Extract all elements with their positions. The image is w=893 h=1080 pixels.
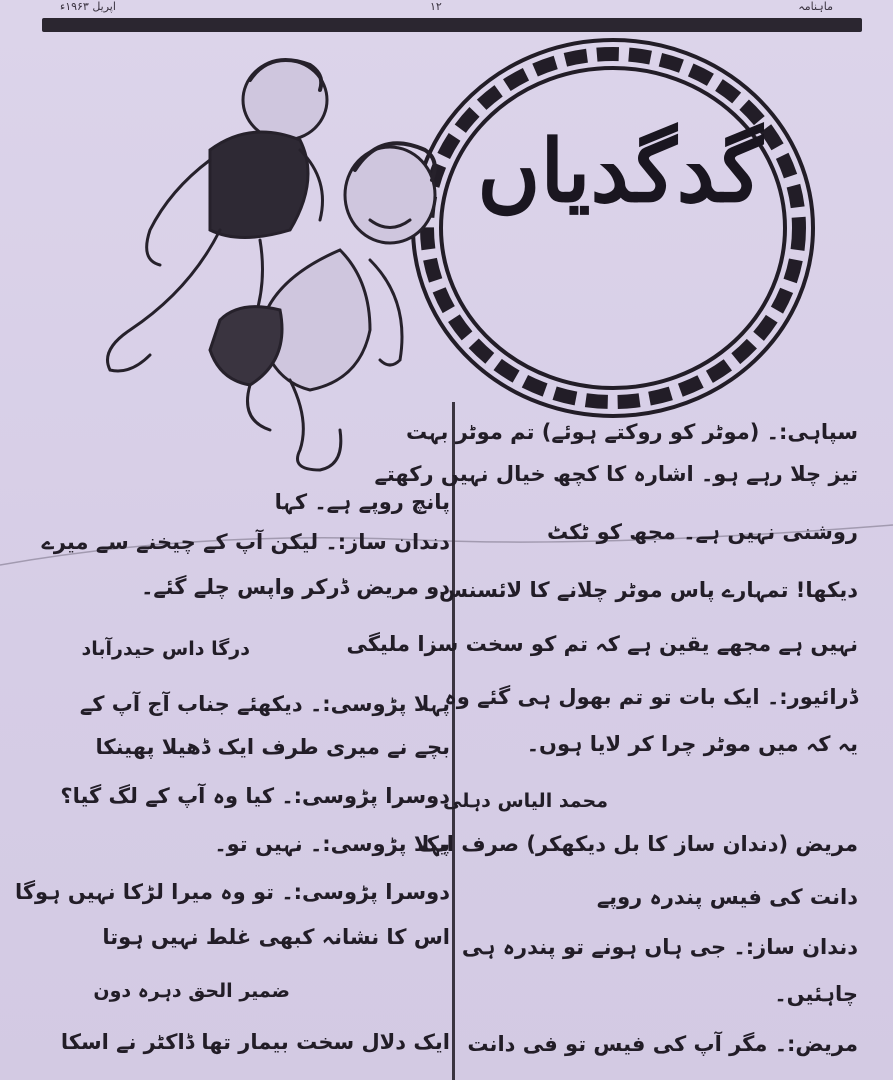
column-divider (452, 402, 455, 1080)
text-line: دندان ساز:۔ جی ہاں ہونے تو پندرہ ہی (461, 935, 858, 959)
text-line: ڈرائیور:۔ ایک بات تو تم بھول ہی گئے وہ (444, 685, 858, 709)
text-line: دوسرا پڑوسی:۔ کیا وہ آپ کے لگ گیا؟ (60, 784, 450, 808)
text-line: اس کا نشانہ کبھی غلط نہیں ہوتا (102, 925, 450, 949)
text-line: دوسرا پڑوسی:۔ تو وہ میرا لڑکا نہیں ہوگا (14, 880, 450, 904)
header-magazine-name: ماہنامہ (798, 0, 833, 13)
text-line: دانت کی فیس پندرہ روپے (596, 885, 858, 909)
text-line: روشنی نہیں ہے۔ مجھ کو ٹکٹ (546, 520, 858, 544)
header-date: اپریل ۱۹۶۳ء (60, 0, 116, 13)
text-line: بچے نے میری طرف ایک ڈھیلا پھینکا (95, 735, 450, 759)
page-title: گدگدیاں (477, 121, 763, 222)
header-page-number: ۱۲ (430, 0, 442, 13)
text-line: پہلا پڑوسی:۔ دیکھئے جناب آج آپ کے (79, 692, 450, 716)
author-signature: محمد الیاس دہلی (442, 790, 608, 812)
text-line: سپاہی:۔ (موٹر کو روکتے ہوئے) تم موٹر بہت (405, 420, 858, 444)
text-line: پہلا پڑوسی:۔ نہیں تو۔ (214, 832, 450, 856)
text-line: پانچ روپے ہے۔ کہا (274, 490, 450, 514)
text-line: مریض (دندان ساز کا بل دیکھکر) صرف ایک (417, 832, 858, 856)
text-line: ایک دلال سخت بیمار تھا ڈاکٹر نے اسکا (60, 1030, 450, 1054)
text-line: مریض:۔ مگر آپ کی فیس تو فی دانت (467, 1032, 858, 1056)
text-line: نہیں ہے مجھے یقین ہے کہ تم کو سخت سزا ملیگی (346, 632, 858, 656)
text-line: چاہئیں۔ (774, 982, 858, 1006)
author-signature: درگا داس حیدرآباد (81, 638, 250, 660)
text-line: تیز چلا رہے ہو۔ اشارہ کا کچھ خیال نہیں رکھتے (374, 462, 858, 486)
author-signature: ضمیر الحق دہرہ دون (93, 980, 290, 1002)
children-illustration (70, 30, 470, 480)
left-column (14, 470, 450, 1080)
text-line: دندان ساز:۔ لیکن آپ کے چیخنے سے میرے (41, 530, 450, 554)
text-line: دیکھا! تمہارے پاس موٹر چلانے کا لائسنس (439, 578, 858, 602)
text-line: دو مریض ڈرکر واپس چلے گئے۔ (141, 575, 450, 599)
text-line: یہ کہ میں موٹر چرا کر لایا ہوں۔ (526, 732, 858, 756)
